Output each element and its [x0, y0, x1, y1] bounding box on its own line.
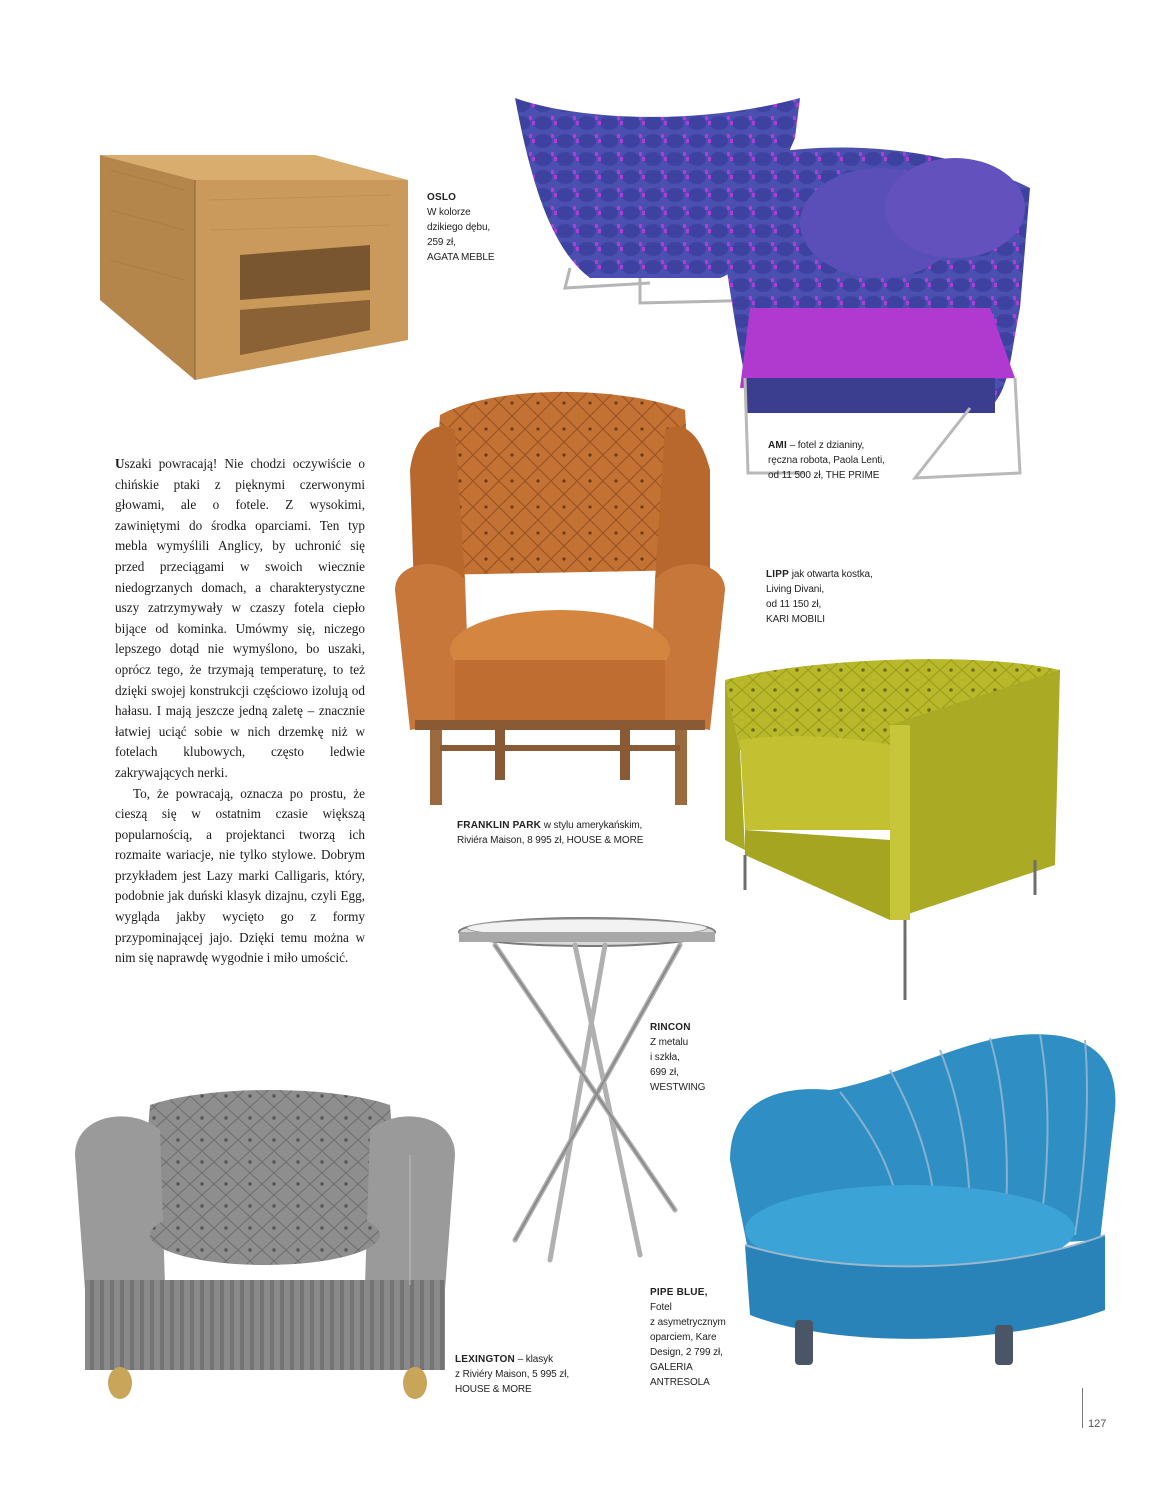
article-paragraph: To, że powracają, oznacza po prostu, że cieszą się w ostatnim czasie większą popularnością, a projektanci tworzą ich rozmaite wariacje, nie tylko stylowe. Dobrym przykładem jest Lazy marki Calligaris, który, podobnie jak duński klasyk dizajnu, czyli Egg, wygląda jakby wycięto go z formy przypominającej jajo. Dzięki temu można w nim się naprawdę wygodnie i miło umościć.	[115, 785, 365, 966]
ami-name: AMI	[768, 440, 787, 451]
lexington-line: HOUSE & MORE	[455, 1384, 532, 1395]
oslo-table-illustration	[90, 150, 410, 385]
rincon-caption	[650, 1020, 730, 1095]
lipp-name: LIPP	[766, 569, 790, 580]
rincon-line: Z metalu	[650, 1037, 689, 1048]
article-body	[115, 454, 365, 969]
ami-line: ręczna robota, Paola Lenti,	[768, 455, 885, 466]
pipe-blue-line: z asymetrycznym	[650, 1317, 726, 1328]
lexington-armchair-illustration	[70, 1085, 460, 1400]
lipp-caption	[766, 567, 926, 627]
pipe-blue-line: Design, 2 799 zł,	[650, 1347, 723, 1358]
pipe-blue-line: Fotel	[650, 1302, 672, 1313]
lexington-line: z Riviéry Maison, 5 995 zł,	[455, 1369, 570, 1380]
rincon-line: WESTWING	[650, 1082, 706, 1093]
pipe-blue-armchair-illustration	[720, 1030, 1120, 1370]
pipe-blue-line: GALERIA	[650, 1362, 693, 1373]
oslo-table-image	[90, 150, 410, 385]
article-paragraph	[115, 454, 365, 784]
lipp-line: jak otwarta kostka,	[789, 569, 873, 580]
rincon-line: 699 zł,	[650, 1067, 679, 1078]
ami-line: od 11 500 zł, THE PRIME	[768, 470, 880, 481]
franklin-armchair-image	[395, 390, 725, 810]
oslo-line: AGATA MEBLE	[427, 252, 495, 263]
oslo-line: W kolorze	[427, 207, 471, 218]
ami-line: – fotel z dzianiny,	[786, 440, 865, 451]
oslo-line: 259 zł,	[427, 237, 456, 248]
lipp-armchair-illustration	[720, 640, 1070, 1005]
pipe-blue-name: PIPE BLUE,	[650, 1287, 708, 1298]
lipp-line: Living Divani,	[766, 584, 825, 595]
oslo-line: dzikiego dębu,	[427, 222, 491, 233]
pipe-blue-armchair-image	[720, 1030, 1120, 1370]
page-number: 127	[1088, 1418, 1107, 1430]
drop-cap: U	[115, 456, 125, 471]
page-number-rule	[1082, 1388, 1083, 1428]
lipp-armchair-image	[720, 640, 1070, 1005]
rincon-name: RINCON	[650, 1022, 691, 1033]
franklin-name: FRANKLIN PARK	[457, 820, 542, 831]
pipe-blue-line: oparciem, Kare	[650, 1332, 717, 1343]
franklin-line: Riviéra Maison, 8 995 zł, HOUSE & MORE	[457, 835, 644, 846]
lexington-caption	[455, 1352, 635, 1397]
franklin-line: w stylu amerykańskim,	[541, 820, 643, 831]
oslo-name: OSLO	[427, 192, 457, 203]
ami-caption	[768, 438, 968, 483]
lexington-name: LEXINGTON	[455, 1354, 515, 1365]
lipp-line: od 11 150 zł,	[766, 599, 822, 610]
article-paragraph-text: szaki powracają! Nie chodzi oczywiście o chińskie ptaki z pięknymi czerwonymi głowami, ale o fotele. Z wysokimi, zawiniętymi do środka oparciami. Ten typ mebla wymyślili Anglicy, by uchronić się przed przeciągami w swoich wiecznie niedogrzanych domach, a charakterystyczne uszy zatrzymywały w czaszy fotela ciepło bijące od kominka. Umówmy się, niczego lepszego dotąd nie wymyślono, bo uszaki, oprócz tego, że trzymają temperaturę, to też dzięki swojej konstrukcji częściowo izolują od hałasu. I mają jeszcze jedną zaletę – znacznie łatwiej uciąć sobie w nich drzemkę niż w fotelach klubowych, często ledwie zakrywających nerki.	[115, 456, 365, 780]
lexington-armchair-image	[70, 1085, 460, 1400]
pipe-blue-line: ANTRESOLA	[650, 1377, 710, 1388]
rincon-line: i szkła,	[650, 1052, 680, 1063]
franklin-armchair-illustration	[395, 390, 725, 810]
lipp-line: KARI MOBILI	[766, 614, 825, 625]
pipe-blue-caption	[650, 1285, 750, 1390]
franklin-caption	[457, 818, 687, 848]
lexington-line: – klasyk	[514, 1354, 553, 1365]
